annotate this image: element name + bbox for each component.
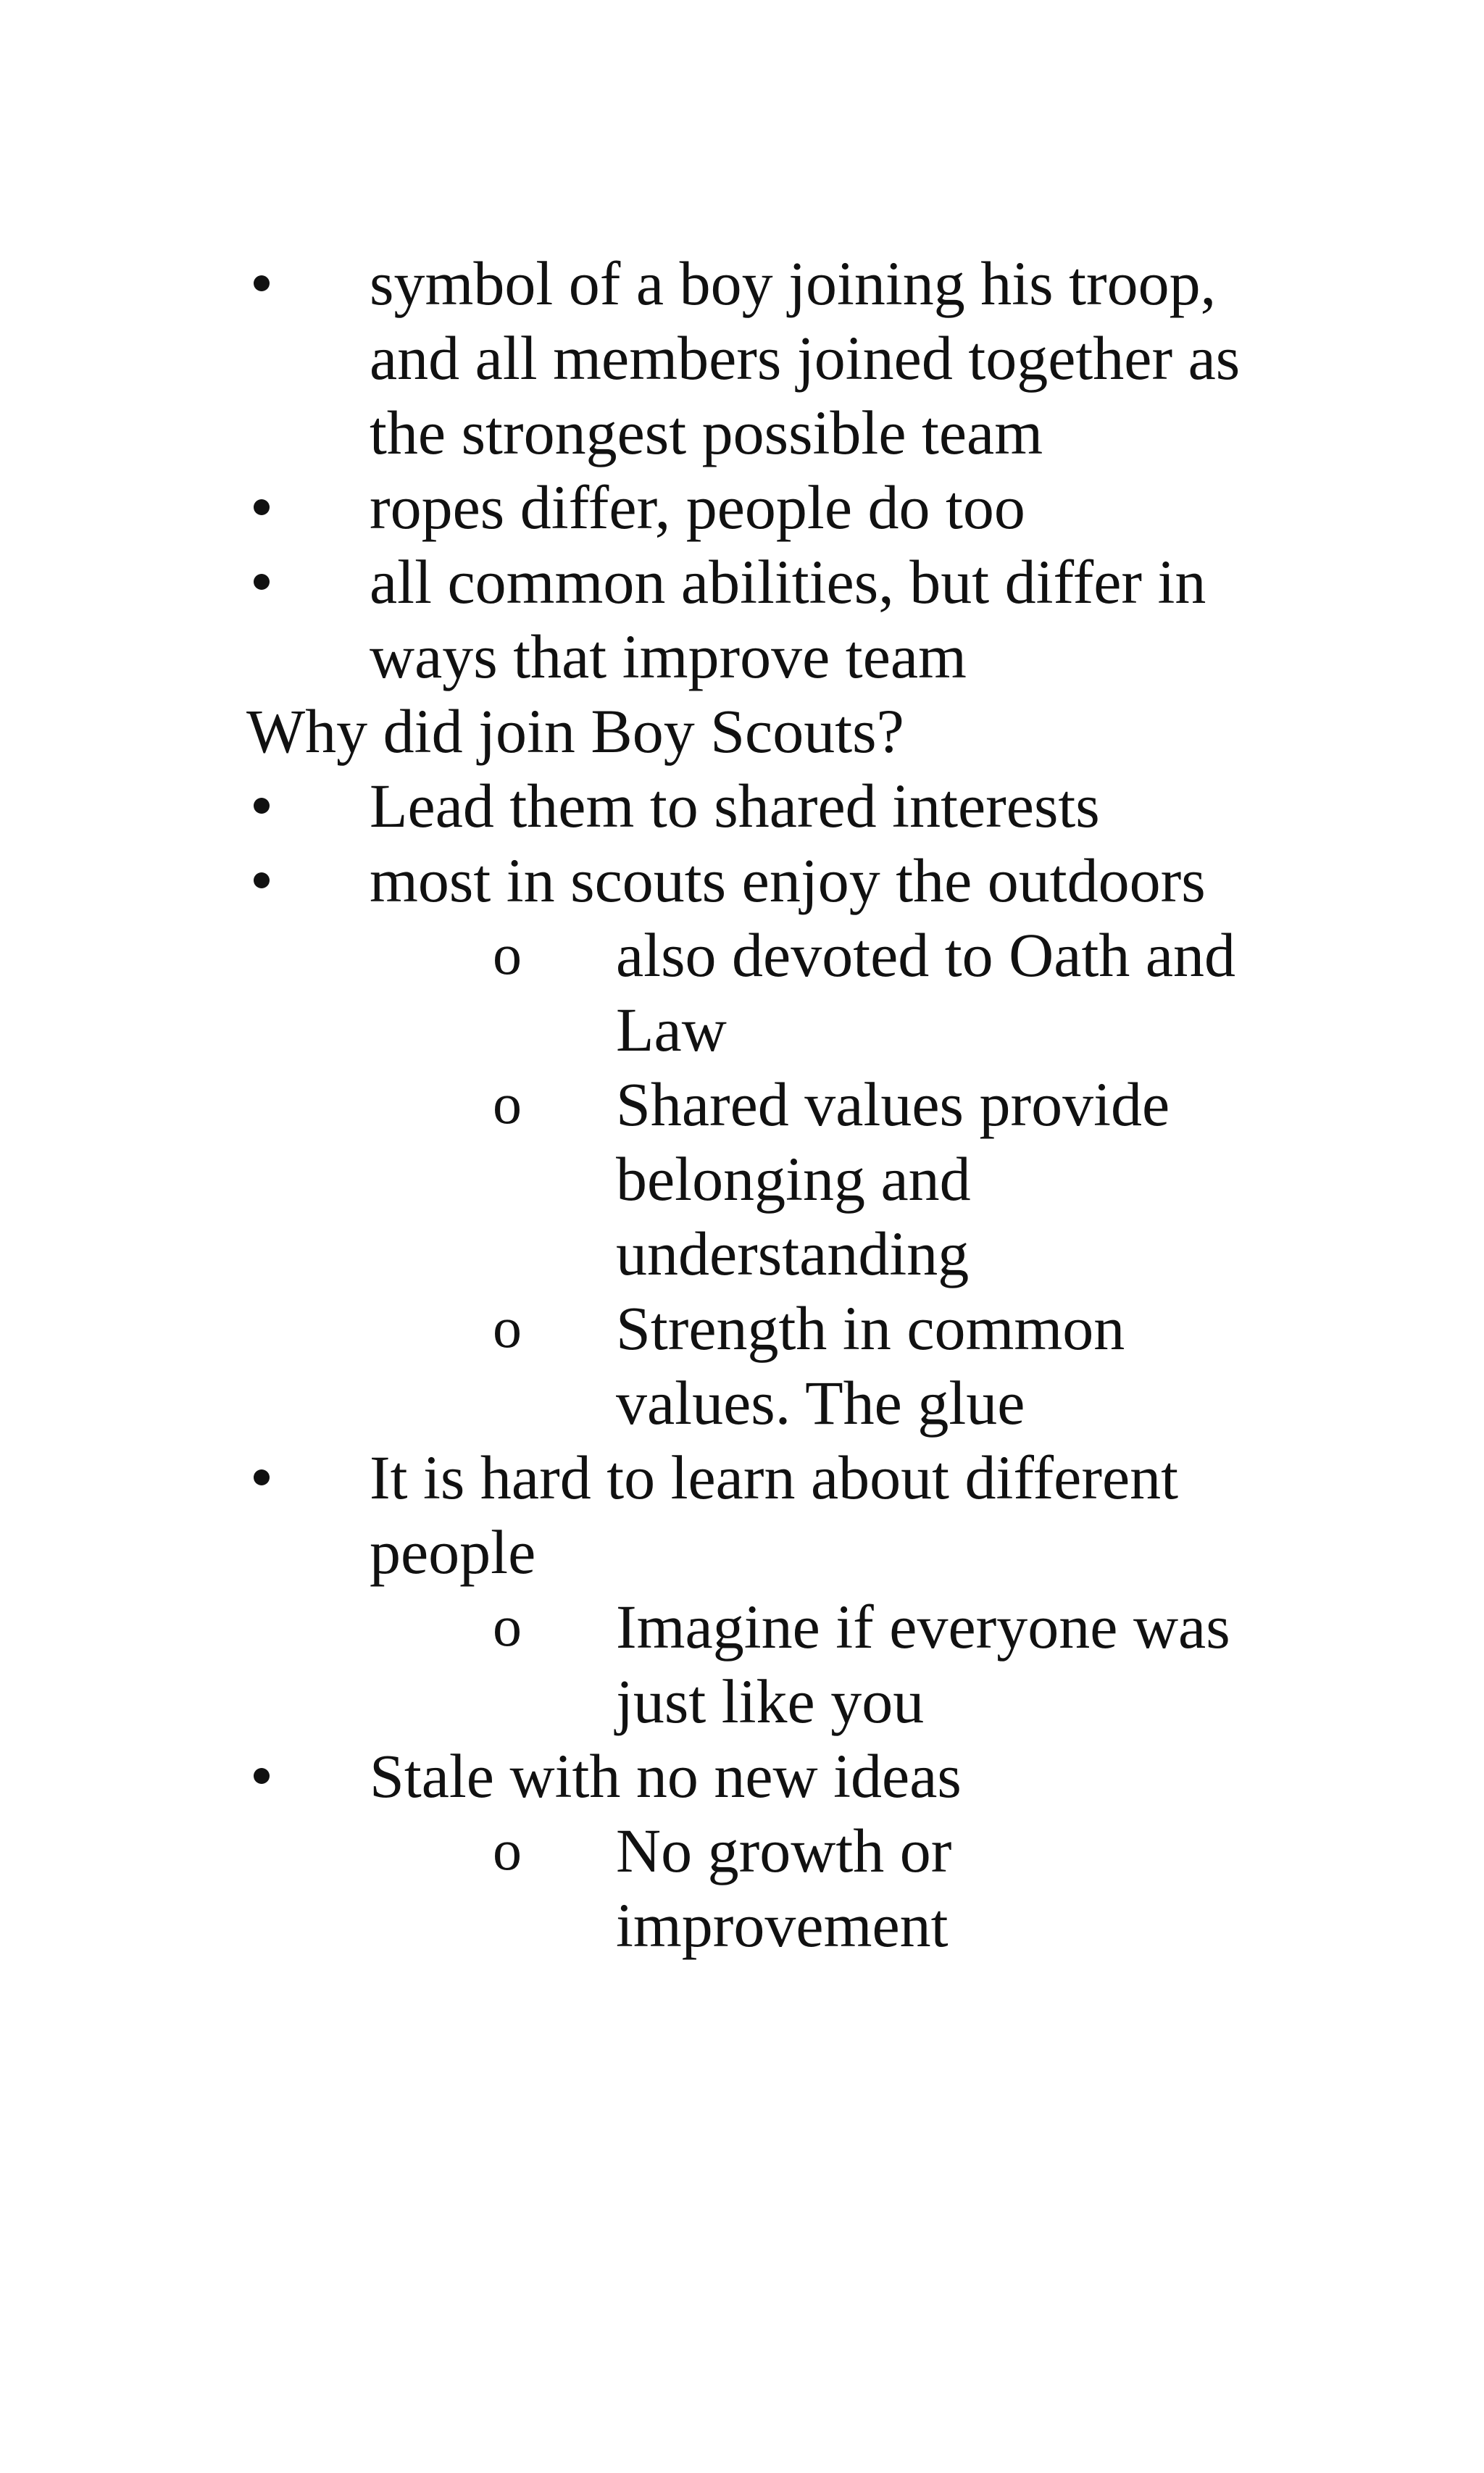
bullet-item	[246, 769, 1275, 843]
sub-bullet-text: No growth or improvement	[616, 1816, 952, 1960]
bullet-text: Stale with no new ideas	[370, 1741, 962, 1811]
sub-bullet-item	[246, 1067, 1275, 1291]
circle-bullet-icon: o	[493, 1072, 522, 1136]
bullet-item	[246, 246, 1275, 470]
circle-bullet-icon: o	[493, 1595, 522, 1659]
bullet-text: It is hard to learn about different people	[370, 1443, 1179, 1587]
circle-bullet-icon: o	[493, 1296, 522, 1360]
bullet-item	[246, 1739, 1275, 1814]
bullet-item	[246, 843, 1275, 918]
sub-bullet-text: also devoted to Oath and Law	[616, 920, 1236, 1064]
sub-bullet-text: Strength in common values. The glue	[616, 1293, 1125, 1438]
bullet-text: symbol of a boy joining his troop, and all members joined together as the strongest possible team	[370, 249, 1241, 467]
sub-bullet-item	[246, 1291, 1275, 1440]
circle-bullet-icon: o	[493, 1819, 522, 1882]
section-heading	[246, 694, 1275, 769]
bullet-text: all common abilities, but differ in ways that improve team	[370, 547, 1206, 691]
bullet-item	[246, 545, 1275, 694]
bullet-item	[246, 470, 1275, 545]
sub-bullet-text: Imagine if everyone was just like you	[616, 1592, 1230, 1736]
bullet-text: ropes differ, people do too	[370, 472, 1025, 542]
sub-bullet-text: Shared values provide belonging and understanding	[616, 1069, 1170, 1288]
sub-bullet-item	[246, 918, 1275, 1067]
sub-bullet-item	[246, 1814, 1275, 1963]
document-body	[246, 246, 1275, 1963]
bullet-text: most in scouts enjoy the outdoors	[370, 846, 1206, 915]
bullet-text: Lead them to shared interests	[370, 771, 1100, 841]
circle-bullet-icon: o	[493, 923, 522, 987]
sub-bullet-item	[246, 1590, 1275, 1739]
heading-text: Why did join Boy Scouts?	[246, 696, 904, 766]
bullet-item	[246, 1440, 1275, 1590]
